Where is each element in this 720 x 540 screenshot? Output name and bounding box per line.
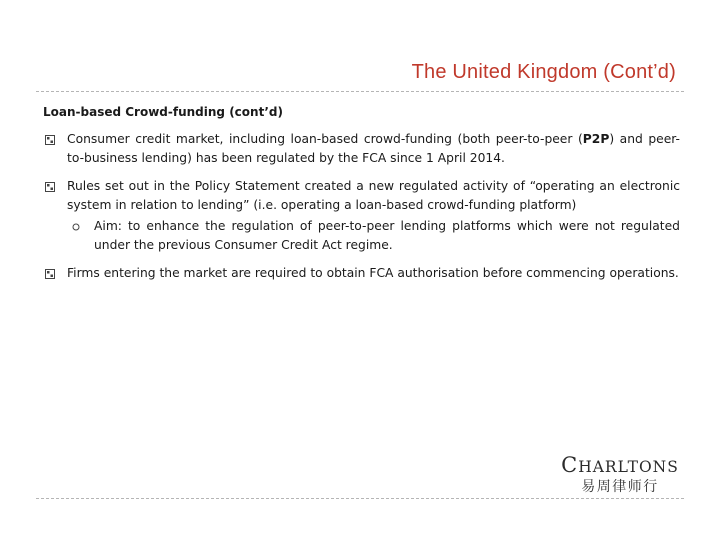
bottom-divider bbox=[36, 498, 684, 499]
hollow-circle-icon bbox=[71, 217, 81, 236]
bullet-text: Firms entering the market are required to obtain FCA authorisation before commencing operations. bbox=[67, 266, 679, 280]
logo-wordmark: CHARLTONS bbox=[561, 453, 679, 477]
bullet-text: Rules set out in the Policy Statement created a new regulated activity of “operating an electronic system in relation to lending” (i.e. operating a loan-based crowd-funding platform) bbox=[67, 179, 680, 212]
bullet-item bbox=[44, 264, 680, 283]
bullet-text: Consumer credit market, including loan-based crowd-funding (both peer-to-peer ( bbox=[67, 132, 583, 146]
bullet-text: ) and peer-to-business lending) has been regulated by the FCA since 1 April 2014. bbox=[67, 132, 680, 165]
sub-bullet-item bbox=[67, 217, 680, 255]
sub-bullet-text: Aim: to enhance the regulation of peer-to-peer lending platforms which were not regulated under the previous Consumer Credit Act regime. bbox=[94, 219, 680, 252]
square-bullet-icon bbox=[44, 177, 56, 196]
top-divider bbox=[36, 91, 684, 92]
bullet-emphasis: P2P bbox=[582, 132, 610, 146]
bullet-list bbox=[44, 130, 680, 292]
logo-chinese-name: 易周律师行 bbox=[581, 479, 659, 495]
section-heading: Loan-based Crowd-funding (cont’d) bbox=[43, 105, 283, 119]
slide-title: The United Kingdom (Cont’d) bbox=[411, 61, 676, 83]
square-bullet-icon bbox=[44, 264, 56, 283]
bullet-item bbox=[44, 130, 680, 168]
bullet-item bbox=[44, 177, 680, 255]
square-bullet-icon bbox=[44, 130, 56, 149]
company-logo bbox=[558, 455, 682, 496]
